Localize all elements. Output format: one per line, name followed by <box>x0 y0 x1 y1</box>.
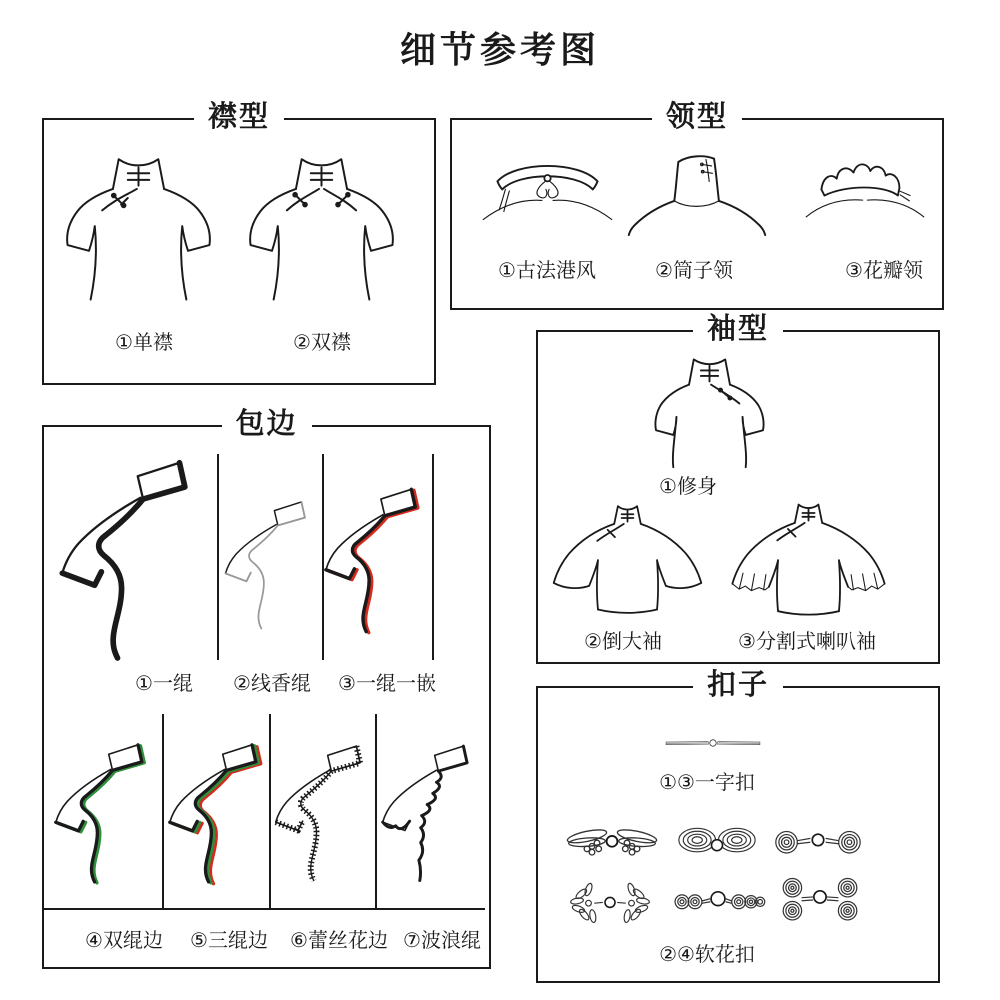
inverted-big-sleeve-illustration <box>550 497 705 615</box>
split-flare-sleeve-illustration <box>716 497 901 615</box>
wave-piping-illustration <box>379 720 481 902</box>
section-sleeve <box>536 313 940 664</box>
soft-flower-button-row-coils-illustration <box>666 878 770 924</box>
petal-collar-illustration <box>800 150 930 238</box>
single-placket-illustration <box>56 140 221 308</box>
binding-panel-3 <box>322 454 434 660</box>
soft-flower-button-coil-bar-illustration <box>770 820 866 866</box>
label-inverted-big-sleeve: ②倒大袖 <box>584 631 662 653</box>
section-placket-title: 襟型 <box>194 99 284 137</box>
label-single-placket: ①单襟 <box>115 332 173 354</box>
soft-flower-button-four-coils-illustration <box>774 872 866 928</box>
soft-flower-button-chrysanthemum-illustration <box>567 876 653 926</box>
section-binding <box>42 408 491 969</box>
section-buttons-title: 扣子 <box>693 667 783 705</box>
label-double-placket: ②双襟 <box>293 332 351 354</box>
binding-panel-4 <box>44 714 164 908</box>
slim-fit-illustration <box>627 350 792 468</box>
hongkong-style-collar-illustration <box>480 142 615 247</box>
triple-piping-illustration <box>166 720 270 902</box>
binding-row2 <box>44 714 485 910</box>
page-title: 细节参考图 <box>399 29 600 70</box>
binding-panel-7 <box>375 714 485 908</box>
label-one-bar-button: ①③一字扣 <box>659 772 755 794</box>
binding-panel-5 <box>162 714 271 908</box>
label-soft-flower-button: ②④软花扣 <box>659 944 755 966</box>
label-piping-with-inlay: ③一绲一嵌 <box>338 673 436 695</box>
piping-with-inlay-illustration <box>322 458 430 658</box>
label-triple-piping: ⑤三绲边 <box>190 930 268 952</box>
binding-panel-6 <box>269 714 377 908</box>
tube-collar-illustration <box>628 138 766 250</box>
double-placket-illustration <box>239 140 404 308</box>
section-collar <box>450 101 944 310</box>
binding-panel-2 <box>217 454 324 660</box>
soft-flower-button-leaf-illustration <box>562 818 662 868</box>
incense-stick-piping-illustration <box>222 468 318 658</box>
single-piping-illustration <box>56 456 206 658</box>
section-sleeve-title: 袖型 <box>693 311 783 349</box>
one-bar-button-illustration <box>662 732 764 754</box>
section-placket <box>42 101 436 385</box>
label-tube-collar: ②筒子领 <box>655 260 733 282</box>
label-wave-piping: ⑦波浪绲 <box>403 930 481 952</box>
label-petal-collar: ③花瓣领 <box>845 260 923 282</box>
section-buttons <box>536 669 940 983</box>
label-split-flare-sleeve: ③分割式喇叭袖 <box>738 631 876 653</box>
lace-trim-illustration <box>272 720 374 902</box>
binding-panel-1 <box>44 454 219 660</box>
label-single-piping: ①一绲 <box>135 673 193 695</box>
label-lace-trim: ⑥蕾丝花边 <box>290 930 388 952</box>
label-double-piping: ④双绲边 <box>85 930 163 952</box>
section-binding-title: 包边 <box>221 406 311 444</box>
double-piping-illustration <box>52 720 156 902</box>
soft-flower-button-braid-illustration <box>673 820 761 866</box>
section-collar-title: 领型 <box>652 99 742 137</box>
label-slim-fit: ①修身 <box>659 476 717 498</box>
label-incense-stick-piping: ②线香绲 <box>233 673 311 695</box>
label-hongkong-collar: ①古法港风 <box>498 260 596 282</box>
